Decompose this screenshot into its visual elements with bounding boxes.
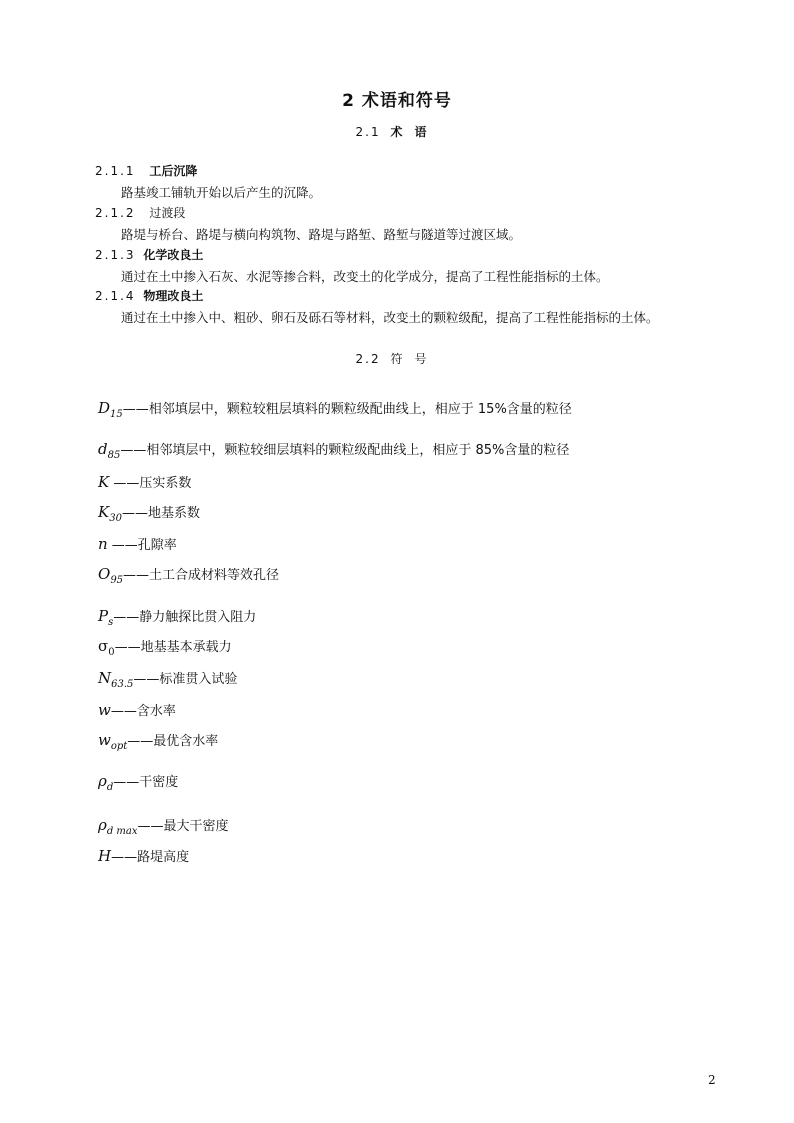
symbol-variable: O xyxy=(98,565,111,583)
symbol-description: ——干密度 xyxy=(113,775,179,790)
symbol-entry xyxy=(98,439,570,461)
term-heading xyxy=(95,246,203,263)
symbol-description: ——标准贯入试验 xyxy=(133,672,238,687)
symbol-variable: σ xyxy=(98,637,109,655)
symbol-entry xyxy=(98,730,219,752)
term-number: 2.1.4 xyxy=(95,289,136,303)
symbol-entry xyxy=(98,636,232,658)
symbol-entry xyxy=(98,534,177,553)
chapter-title: 2 术语和符号 xyxy=(342,91,452,111)
term-number: 2.1.3 xyxy=(95,248,136,262)
symbol-entry xyxy=(98,846,189,865)
term-name: 过渡段 xyxy=(149,206,186,220)
symbol-variable: K xyxy=(98,473,110,491)
symbol-subscript: 15 xyxy=(110,409,123,420)
term-heading xyxy=(95,287,203,304)
symbol-entry xyxy=(98,606,257,628)
symbol-description: ——最优含水率 xyxy=(127,734,219,749)
symbol-entry xyxy=(98,700,176,719)
symbol-entry xyxy=(98,472,191,491)
symbol-description: ——孔隙率 xyxy=(107,538,177,553)
term-name: 工后沉降 xyxy=(149,164,198,178)
symbol-variable: w xyxy=(98,731,111,749)
section-number: 2.2 xyxy=(355,352,381,366)
term-definition: 通过在土中掺入中、粗砂、卵石及砾石等材料，改变土的颗粒级配，提高了工程性能指标的土体。 xyxy=(121,310,659,325)
symbol-description: ——相邻填层中，颗粒较粗层填料的颗粒级配曲线上，相应于 15%含量的粒径 xyxy=(122,402,572,417)
symbol-variable: K xyxy=(98,503,110,521)
symbol-subscript: s xyxy=(108,617,114,628)
symbol-variable: d xyxy=(98,440,108,458)
symbol-subscript: 63.5 xyxy=(111,679,134,690)
term-name: 物理改良土 xyxy=(143,289,204,303)
term-definition: 路基竣工铺轨开始以后产生的沉降。 xyxy=(121,185,322,200)
section-label: 术语 xyxy=(390,125,439,139)
symbol-description: ——含水率 xyxy=(110,704,176,719)
symbol-description: ——土工合成材料等效孔径 xyxy=(123,568,280,583)
symbol-entry xyxy=(98,564,280,586)
symbol-subscript: opt xyxy=(110,741,128,752)
symbol-description: ——最大干密度 xyxy=(137,819,229,834)
term-heading xyxy=(95,204,185,221)
symbol-variable: w xyxy=(98,701,111,719)
section-heading-terms xyxy=(0,123,794,140)
term-heading xyxy=(95,162,197,179)
symbol-entry xyxy=(98,815,229,837)
section-heading-symbols xyxy=(0,350,794,367)
symbol-description: ——地基系数 xyxy=(121,506,200,521)
term-number: 2.1.2 xyxy=(95,206,136,220)
page-number: 2 xyxy=(708,1073,716,1087)
term-name: 化学改良土 xyxy=(143,248,204,262)
symbol-subscript: 85 xyxy=(107,450,121,461)
symbol-variable: N xyxy=(98,669,112,687)
symbol-description: ——路堤高度 xyxy=(111,850,190,865)
section-number: 2.1 xyxy=(355,125,381,139)
symbol-variable: ρ xyxy=(98,816,107,834)
symbol-description: ——相邻填层中，颗粒较细层填料的颗粒级配曲线上，相应于 85%含量的粒径 xyxy=(120,443,570,458)
symbol-subscript: d max xyxy=(106,826,138,837)
symbol-variable: H xyxy=(98,847,112,865)
symbol-subscript: 95 xyxy=(110,575,124,586)
symbol-subscript: 30 xyxy=(109,513,122,524)
symbol-variable: D xyxy=(98,399,111,417)
symbol-entry xyxy=(98,398,572,420)
symbol-variable: P xyxy=(98,607,109,625)
symbol-description: ——压实系数 xyxy=(109,476,192,491)
symbol-variable: ρ xyxy=(98,772,107,790)
symbol-description: ——地基基本承载力 xyxy=(114,640,232,655)
symbol-description: ——静力触探比贯入阻力 xyxy=(113,610,257,625)
symbol-variable: n xyxy=(98,535,108,553)
symbol-subscript: 0 xyxy=(108,647,115,658)
section-label: 符号 xyxy=(390,352,439,366)
term-definition: 通过在土中掺入石灰、水泥等掺合料，改变土的化学成分，提高了工程性能指标的土体。 xyxy=(121,269,609,284)
symbol-entry xyxy=(98,668,238,690)
symbol-subscript: d xyxy=(106,782,114,793)
term-definition: 路堤与桥台、路堤与横向构筑物、路堤与路堑、路堑与隧道等过渡区域。 xyxy=(121,227,522,242)
term-number: 2.1.1 xyxy=(95,164,136,178)
symbol-entry xyxy=(98,502,200,524)
symbol-entry xyxy=(98,771,179,793)
